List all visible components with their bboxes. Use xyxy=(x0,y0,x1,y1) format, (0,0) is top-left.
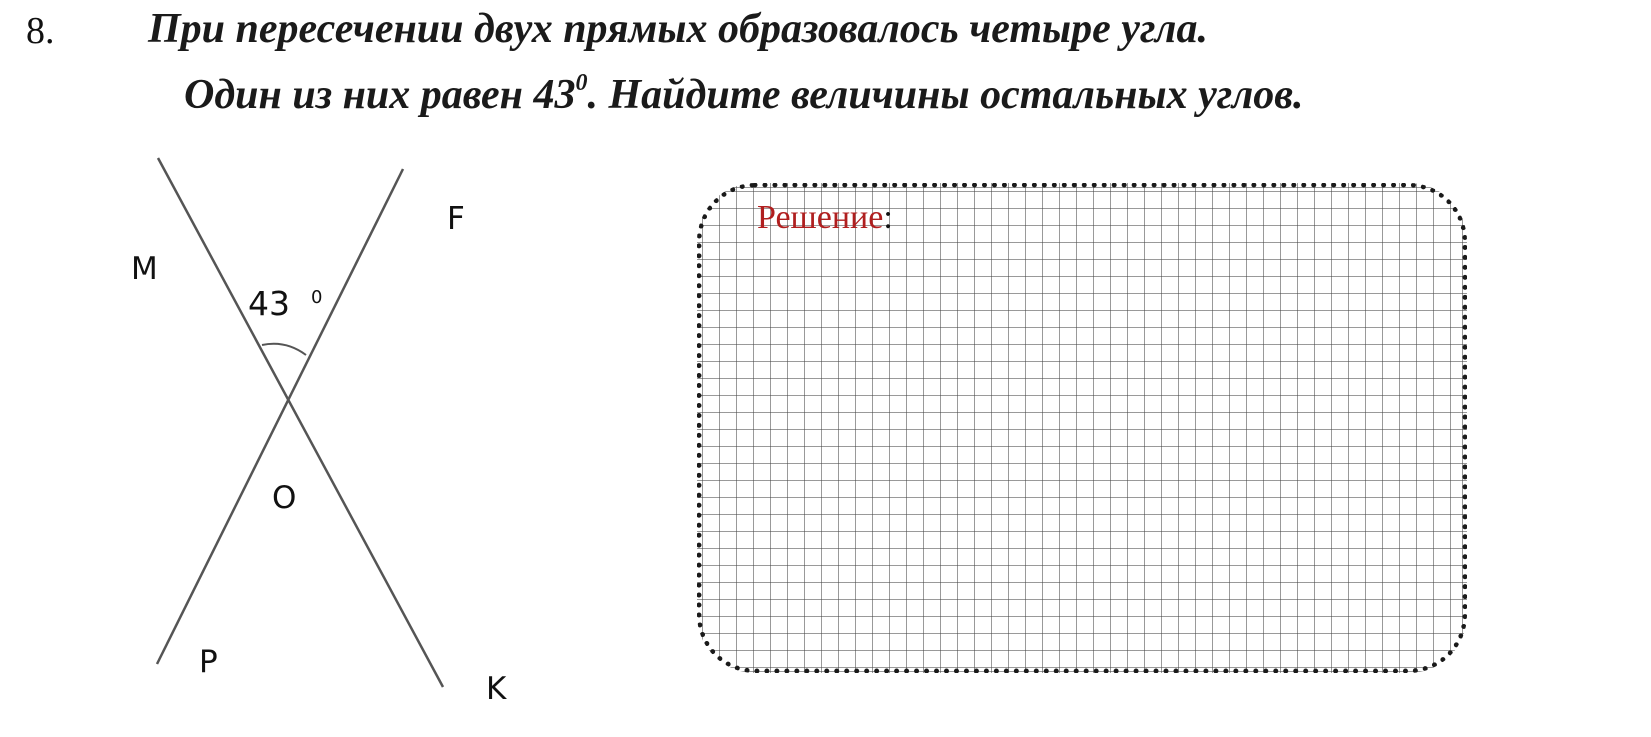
angle-value-label: 43 xyxy=(248,284,290,323)
solution-title xyxy=(757,198,893,238)
solution-area xyxy=(697,183,1467,673)
task-number: 8. xyxy=(26,10,55,52)
task-line-2-start: Один из них равен 43 xyxy=(184,72,576,118)
angle-arc xyxy=(262,344,306,355)
solution-title-colon: : xyxy=(883,199,893,236)
degree-superscript: 0 xyxy=(575,70,588,96)
label-m: M xyxy=(131,251,158,287)
label-k: K xyxy=(486,671,507,707)
task-statement-line-1: При пересечении двух прямых образовалось четыре угла. xyxy=(148,6,1208,52)
task-line-2-end: . Найдите величины остальных углов. xyxy=(587,72,1304,118)
solution-title-text: Решение xyxy=(757,199,884,236)
angle-degree-label: 0 xyxy=(311,287,323,308)
label-f: F xyxy=(447,201,465,237)
line-mk xyxy=(158,158,443,687)
line-pf xyxy=(157,169,403,664)
intersecting-lines-figure xyxy=(0,0,640,737)
label-p: P xyxy=(199,644,218,680)
label-o: O xyxy=(272,480,297,516)
